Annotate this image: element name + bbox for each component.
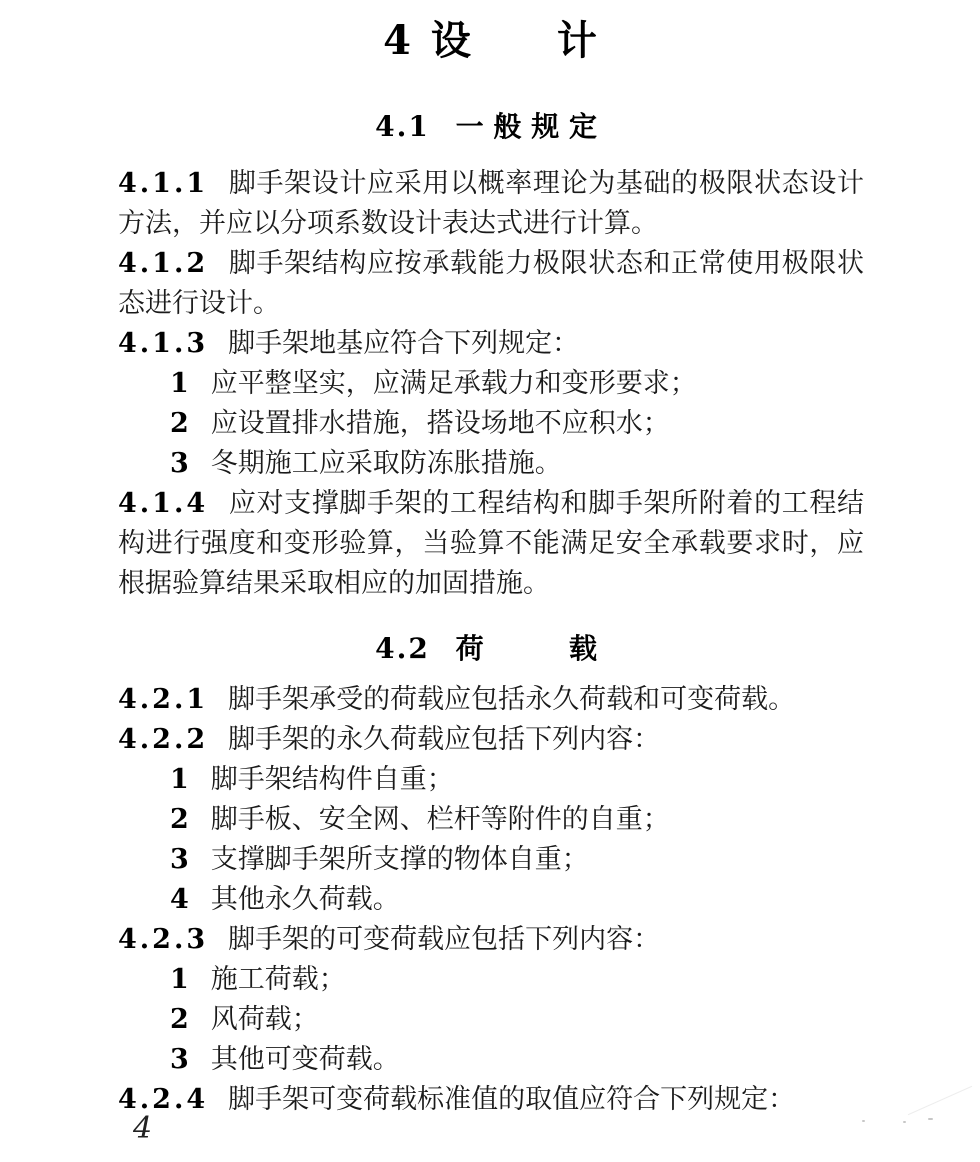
list-item — [118, 1040, 864, 1080]
clause-number: 4.1.4 — [118, 488, 209, 519]
clause-text: 脚手架可变荷载标准值的取值应符合下列规定： — [228, 1084, 796, 1115]
item-number: 2 — [170, 804, 189, 835]
clause-4-2-1 — [118, 680, 864, 720]
section-heading-4-2 — [118, 628, 864, 670]
section-number: 4.2 — [375, 632, 430, 665]
item-number: 4 — [170, 884, 189, 915]
clause-number: 4.2.4 — [118, 1084, 209, 1115]
clause-text: 脚手架的可变荷载应包括下列内容： — [228, 924, 661, 955]
list-item — [118, 444, 864, 484]
page-number: 4 — [133, 1111, 153, 1146]
clause-4-2-2 — [118, 720, 864, 760]
clause-4-1-2 — [118, 244, 864, 324]
clause-number: 4.1.2 — [118, 248, 209, 279]
clause-4-1-1 — [118, 164, 864, 244]
chapter-title-text: 设 计 — [430, 17, 599, 64]
clause-text: 应对支撑脚手架的工程结构和脚手架所附着的工程结构进行强度和变形验算，当验算不能满足安全承载要求时，应根据验算结果采取相应的加固措施。 — [118, 488, 864, 599]
item-number: 3 — [170, 448, 189, 479]
item-text: 应平整坚实，应满足承载力和变形要求； — [210, 368, 697, 399]
clause-text: 脚手架结构应按承载能力极限状态和正常使用极限状态进行设计。 — [118, 248, 864, 319]
item-number: 1 — [170, 368, 189, 399]
clause-text: 脚手架地基应符合下列规定： — [228, 328, 580, 359]
scan-speck — [903, 1121, 906, 1123]
list-item — [118, 404, 864, 444]
clause-4-2-4 — [118, 1080, 864, 1120]
item-number: 2 — [170, 1004, 189, 1035]
item-text: 应设置排水措施，搭设场地不应积水； — [210, 408, 670, 439]
clause-number: 4.1.3 — [118, 328, 209, 359]
item-number: 2 — [170, 408, 189, 439]
item-text: 支撑脚手架所支撑的物体自重； — [210, 844, 589, 875]
list-item — [118, 840, 864, 880]
scan-speck — [928, 1118, 933, 1120]
chapter-heading — [118, 18, 864, 64]
list-item — [118, 1000, 864, 1040]
clause-4-1-4 — [118, 484, 864, 604]
list-item — [118, 760, 864, 800]
item-text: 脚手架结构件自重； — [210, 764, 454, 795]
clause-number: 4.1.1 — [118, 168, 209, 199]
text-column — [118, 0, 864, 1120]
section-4-1-body — [118, 164, 864, 604]
chapter-number: 4 — [383, 17, 411, 64]
list-item — [118, 364, 864, 404]
section-4-2-body — [118, 680, 864, 1120]
clause-text: 脚手架承受的荷载应包括永久荷载和可变荷载。 — [228, 684, 796, 715]
clause-4-1-3 — [118, 324, 864, 364]
list-item — [118, 960, 864, 1000]
item-text: 其他永久荷载。 — [210, 884, 400, 915]
scan-artifact-line — [908, 1086, 972, 1115]
scan-speck — [862, 1120, 865, 1122]
clause-number: 4.2.3 — [118, 924, 209, 955]
item-text: 其他可变荷载。 — [210, 1044, 400, 1075]
list-item — [118, 880, 864, 920]
item-text: 施工荷载； — [210, 964, 346, 995]
clause-number: 4.2.2 — [118, 724, 209, 755]
section-title-text: 一般规定 — [455, 110, 607, 143]
clause-4-2-3 — [118, 920, 864, 960]
item-text: 冬期施工应采取防冻胀措施。 — [210, 448, 562, 479]
section-number: 4.1 — [375, 110, 430, 143]
clause-number: 4.2.1 — [118, 684, 209, 715]
clause-text: 脚手架设计应采用以概率理论为基础的极限状态设计方法，并应以分项系数设计表达式进行计算。 — [118, 168, 864, 239]
item-number: 1 — [170, 764, 189, 795]
clause-text: 脚手架的永久荷载应包括下列内容： — [228, 724, 661, 755]
list-item — [118, 800, 864, 840]
item-text: 脚手板、安全网、栏杆等附件的自重； — [210, 804, 670, 835]
item-number: 3 — [170, 844, 189, 875]
section-heading-4-1 — [118, 106, 864, 148]
section-title-text: 荷 载 — [455, 632, 607, 665]
item-text: 风荷载； — [210, 1004, 319, 1035]
item-number: 3 — [170, 1044, 189, 1075]
item-number: 1 — [170, 964, 189, 995]
